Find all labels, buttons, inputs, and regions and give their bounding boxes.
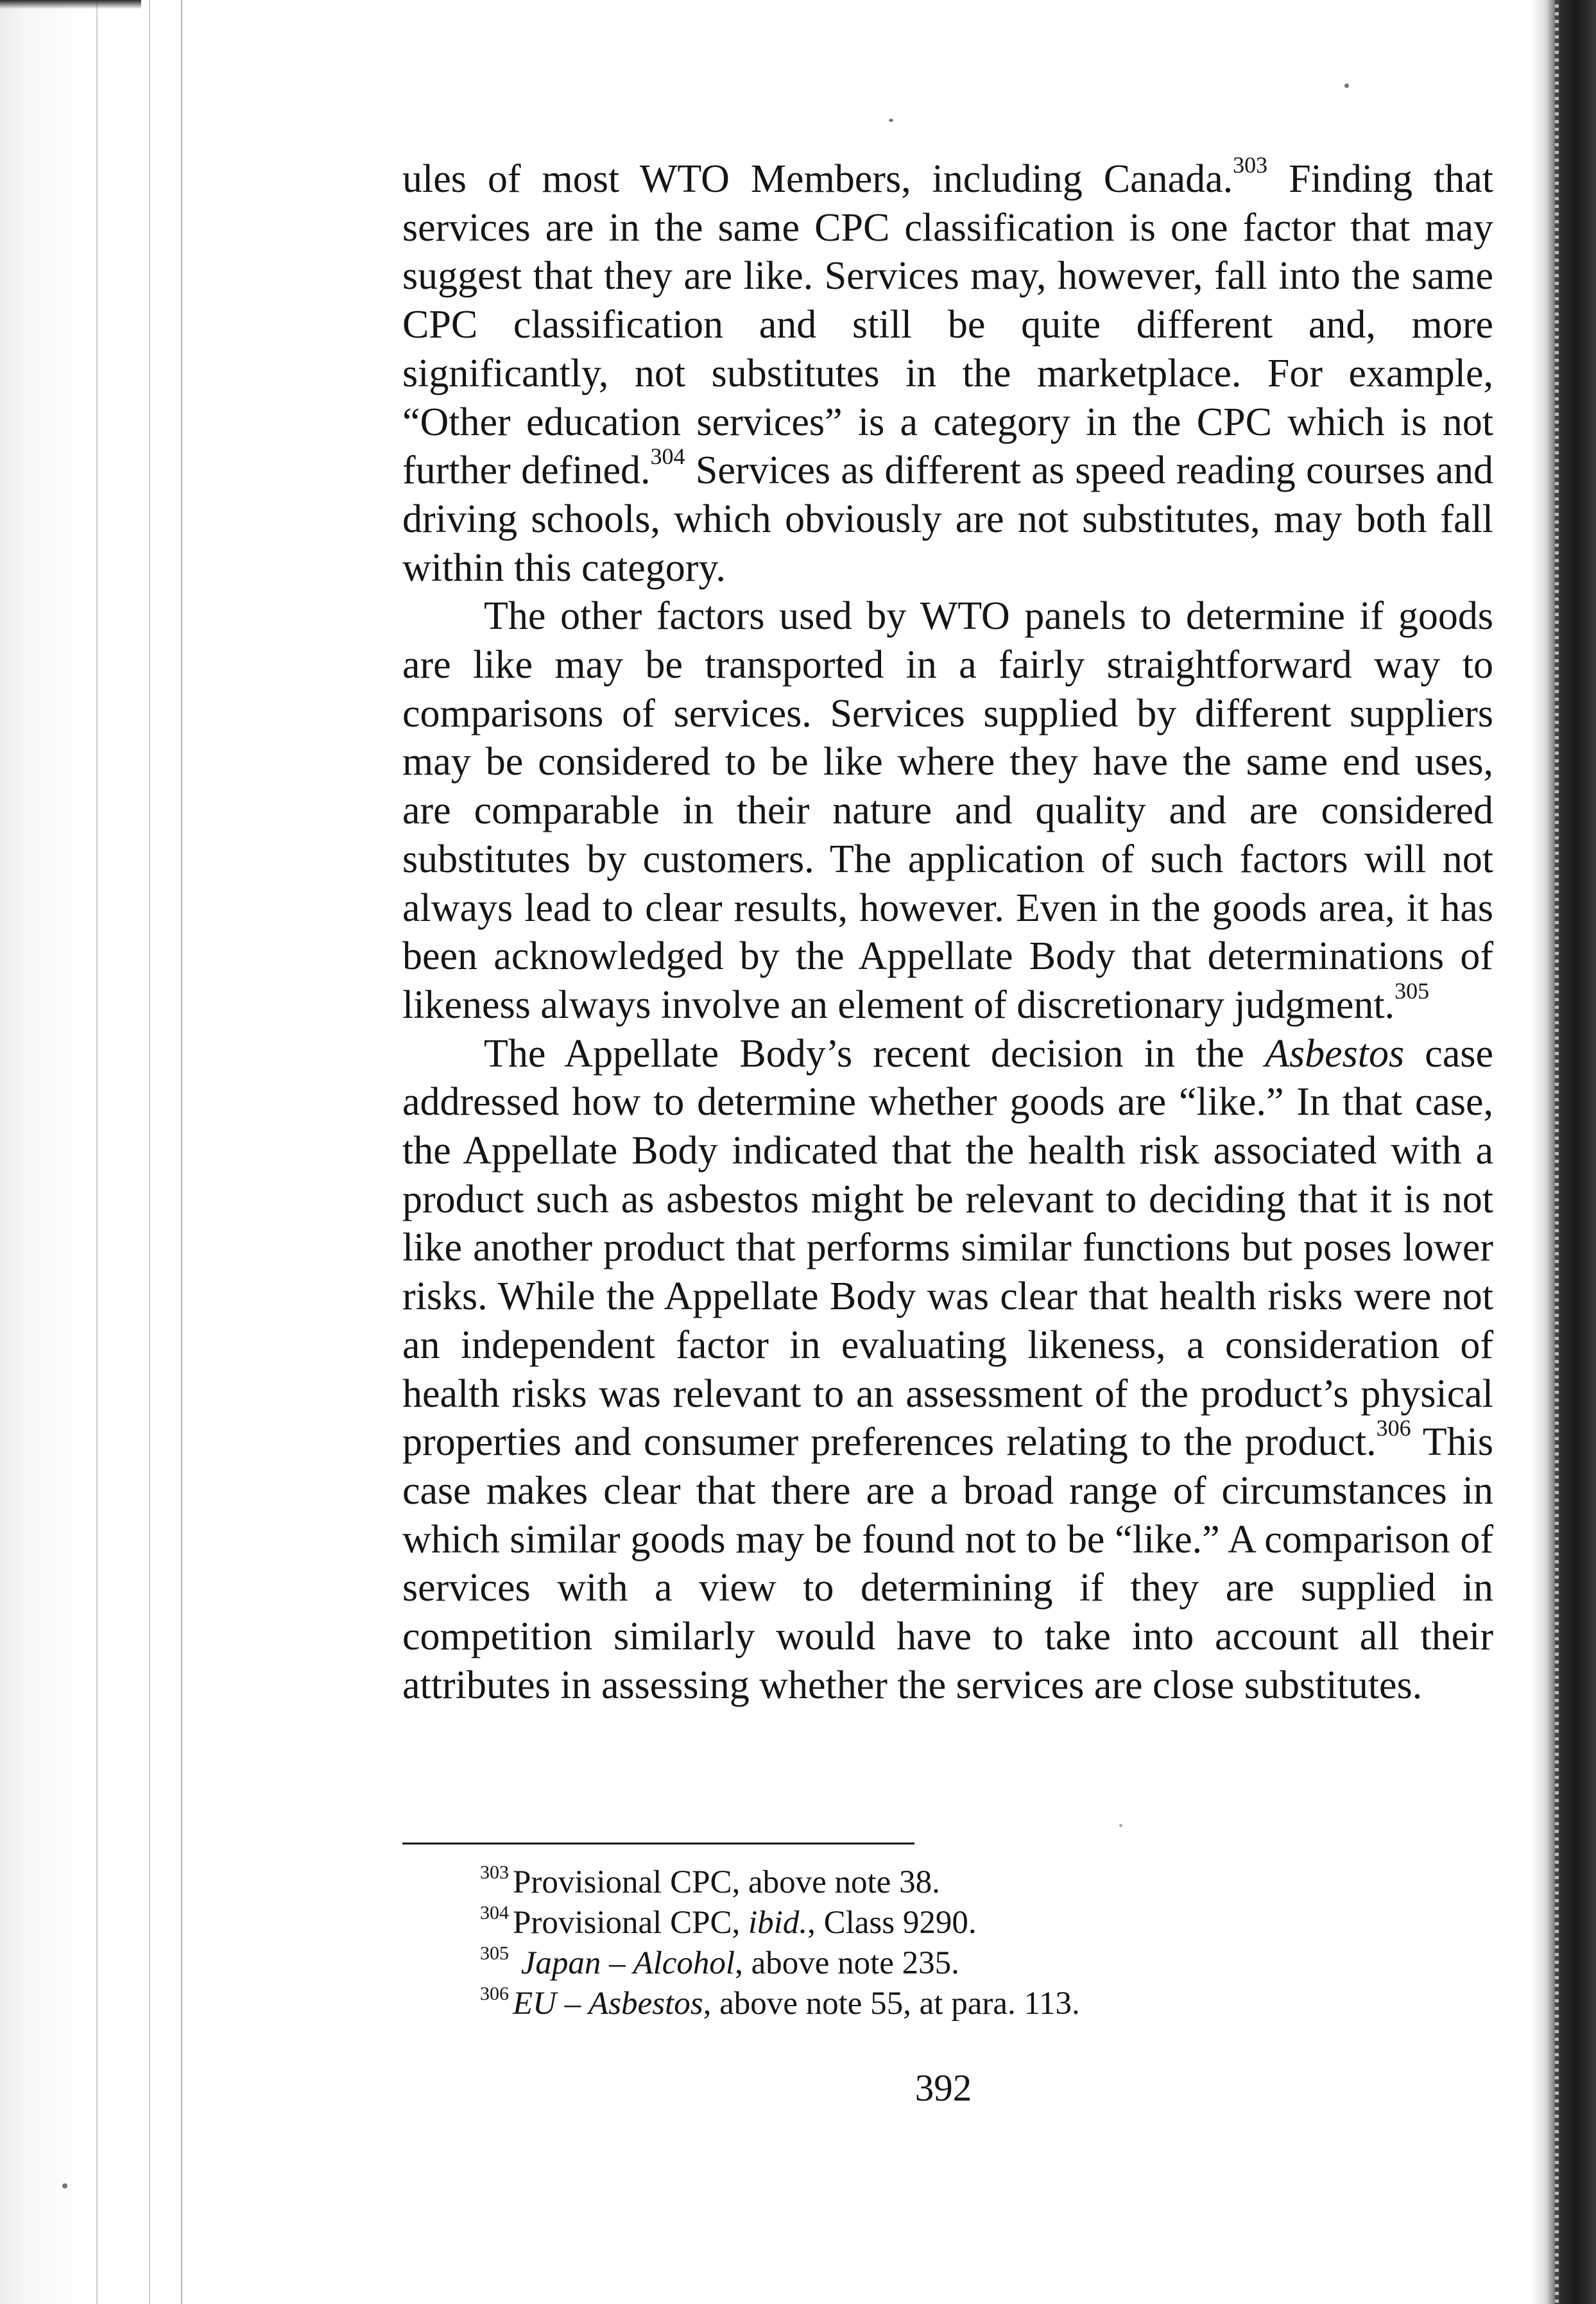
italic-text: Asbestos [1265, 1031, 1405, 1076]
footnote [480, 1943, 1411, 1984]
italic-text: EU – Asbestos [513, 1986, 703, 2022]
text-run: ules of most WTO Members, including Canada. [402, 157, 1233, 201]
footnote-number: 305 [480, 1943, 509, 1964]
italic-text: Japan – Alcohol [520, 1945, 735, 1981]
text-run: Provisional CPC, [513, 1905, 748, 1941]
footnote-separator [402, 1843, 914, 1844]
footnote-number: 304 [480, 1902, 509, 1923]
text-run [513, 1945, 521, 1981]
footnote-reference: 303 [1233, 152, 1268, 178]
footnote-reference: 306 [1376, 1415, 1411, 1441]
text-run: This case makes clear that there are a broad range of circumstances in which similar goods may be found not to be “like.” A comparison of services with a view to determining if they are supplied in competition similarly would have to take into account all their attributes in assessing whether the services are close substitutes. [402, 1420, 1493, 1707]
footnote-number: 306 [480, 1983, 509, 2004]
text-run: , above note 55, at para. 113. [703, 1986, 1080, 2022]
footnote-reference: 304 [650, 443, 685, 470]
paragraph [402, 592, 1493, 1029]
footnotes [480, 1862, 1411, 2024]
text-run: , above note 235. [735, 1945, 959, 1981]
text-run: The other factors used by WTO panels to determine if goods are like may be transported in a fairly straightforward way to comparisons of services. Services supplied by different suppliers may be considered to be like where they have the same end uses, are comparable in their nature and quality and are considered substitutes by customers. The application of such factors will not always lead to clear results, however. Even in the goods area, it has been acknowledged by the Appellate Body that determinations of likeness always involve an element of discretionary judgment. [402, 594, 1493, 1027]
text-run: Provisional CPC, above note 38. [513, 1864, 940, 1900]
paragraph [402, 152, 1494, 592]
italic-text: ibid. [748, 1905, 808, 1941]
footnote [480, 1862, 1411, 1903]
text-run: Finding that services are in the same CPC classification is one factor that may suggest that they are like. Services may, however, fall into the same CPC classification and still be quite different and, more significantly, not substitutes in the marketplace. For example, “Other education services” is a category in the CPC which is not further defined. [402, 157, 1493, 493]
text-run: Services as different as speed reading courses and driving schools, which obviously are not substitutes, may both fall within this category. [402, 449, 1494, 590]
footnote-number: 303 [480, 1862, 509, 1883]
page-number: 392 [914, 2067, 972, 2109]
footnote [480, 1903, 1411, 1943]
text-run: case addressed how to determine whether goods are “like.” In that case, the Appellate Body indicated that the health risk associated with a product such as asbestos might be relevant to deciding that it is not like another product that performs similar functions but poses lower risks. While the Appellate Body was clear that health risks were not an independent factor in evaluating likeness, a consideration of health risks was relevant to an assessment of the product’s physical properties and consumer preferences relating to the product. [402, 1031, 1493, 1465]
main-text [402, 152, 1494, 1710]
footnote-reference: 305 [1394, 977, 1430, 1004]
paragraph [402, 1030, 1493, 1710]
text-run: The Appellate Body’s recent decision in the [484, 1031, 1266, 1076]
footnote [480, 1984, 1411, 2024]
text-run: , Class 9290. [807, 1905, 977, 1941]
